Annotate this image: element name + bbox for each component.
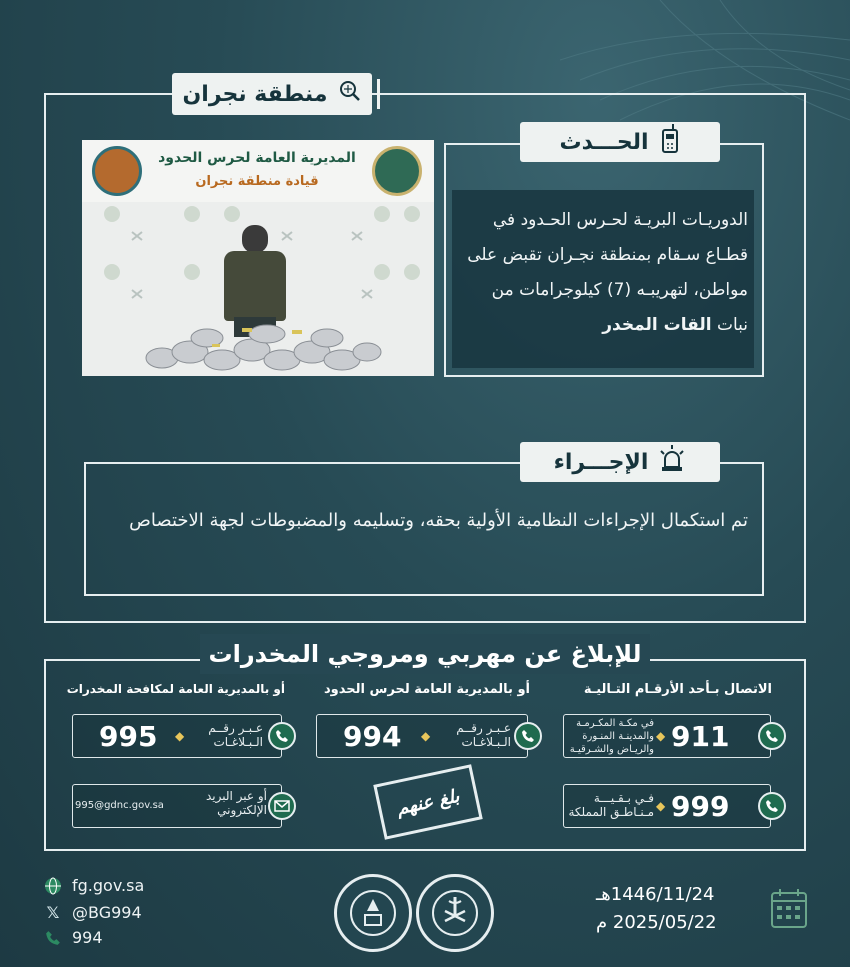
hotline-999[interactable] bbox=[563, 784, 771, 828]
footer-phone[interactable] bbox=[44, 928, 103, 947]
siren-icon bbox=[658, 445, 686, 479]
hotline-995[interactable] bbox=[72, 714, 282, 758]
phone-icon bbox=[758, 722, 786, 750]
col1-heading: الاتصال بـأحد الأرقـام التـاليـة bbox=[583, 682, 772, 697]
report-title: للإبلاغ عن مهربي ومروجي المخدرات bbox=[200, 634, 650, 674]
website-text: fg.gov.sa bbox=[72, 876, 145, 895]
phone-icon bbox=[758, 792, 786, 820]
event-body-bold: القات المخدر bbox=[602, 315, 712, 335]
event-title: الحـــدث bbox=[559, 129, 649, 155]
footer-twitter[interactable] bbox=[44, 903, 142, 922]
region-title: منطقة نجران bbox=[182, 81, 328, 107]
col2-heading: أو بالمديرية العامة لحرس الحدود bbox=[324, 682, 530, 697]
email-contact[interactable] bbox=[72, 784, 282, 828]
hotline-994-label: عـبـر رقــم الـبـلاغـات bbox=[456, 721, 511, 749]
border-guard-logo bbox=[92, 146, 142, 196]
hotline-911[interactable] bbox=[563, 714, 771, 758]
arrow-icon: ◆ bbox=[421, 729, 431, 743]
photo-banner bbox=[82, 140, 434, 202]
walkie-talkie-icon bbox=[659, 124, 681, 160]
action-tag bbox=[520, 442, 720, 482]
event-tag bbox=[520, 122, 720, 162]
action-title: الإجـــراء bbox=[553, 449, 649, 475]
twitter-text: @BG994 bbox=[72, 903, 142, 922]
report-stamp-text: بلغ عنهم bbox=[394, 785, 462, 819]
news-photo bbox=[82, 140, 434, 376]
globe-icon bbox=[44, 877, 62, 895]
photo-banner-line1: المديرية العامة لحرس الحدود bbox=[158, 150, 356, 166]
x-logo-icon: 𝕏 bbox=[46, 903, 60, 922]
arrow-icon: ◆ bbox=[656, 729, 666, 743]
phone-icon bbox=[514, 722, 542, 750]
hotline-995-number: 995 bbox=[99, 720, 158, 753]
hotline-999-label: فـي بـقـيـــة مـنـاطـق المملكة bbox=[568, 791, 654, 819]
hotline-994-number: 994 bbox=[343, 720, 402, 753]
date-gregorian: 2025/05/22 م bbox=[596, 912, 717, 933]
search-region-icon bbox=[338, 79, 362, 109]
date-hijri: 1446/11/24هـ bbox=[596, 884, 715, 905]
seized-bags bbox=[142, 320, 382, 376]
suspect-figure bbox=[220, 225, 290, 335]
photo-banner-line2: قيادة منطقة نجران bbox=[195, 174, 319, 189]
region-tag bbox=[172, 73, 372, 115]
footer-website[interactable] bbox=[44, 876, 144, 895]
arrow-icon: ◆ bbox=[175, 729, 185, 743]
anti-narcotics-emblem bbox=[334, 874, 412, 952]
email-label: أو عبر البريد الإلكتروني bbox=[205, 789, 267, 817]
event-body bbox=[456, 203, 748, 343]
hotline-999-number: 999 bbox=[671, 790, 730, 823]
calendar-icon bbox=[770, 887, 808, 933]
border-guard-emblem bbox=[416, 874, 494, 952]
hotline-995-label: عـبـر رقــم الـبـلاغـات bbox=[208, 721, 263, 749]
arrow-icon: ◆ bbox=[656, 799, 666, 813]
hotline-911-number: 911 bbox=[671, 720, 730, 753]
phone-icon bbox=[268, 722, 296, 750]
email-address: 995@gdnc.gov.sa bbox=[75, 800, 164, 811]
hotline-994[interactable] bbox=[316, 714, 528, 758]
phone-text: 994 bbox=[72, 928, 103, 947]
action-body: تم استكمال الإجراءات النظامية الأولية بحقه، وتسليمه والمضبوطات لجهة الاختصاص bbox=[129, 510, 748, 531]
col3-heading: أو بالمديرية العامة لمكافحة المخدرات bbox=[66, 682, 285, 696]
phone-icon bbox=[44, 929, 62, 947]
hotline-911-label: في مكـة المكـرمـة والمدينـة المنـورة والريـاض والشـرقيـة bbox=[569, 718, 654, 755]
mail-icon bbox=[268, 792, 296, 820]
event-body-text: الدوريـات البريـة لحـرس الحـدود في قطـاع سـقام بمنطقة نجـران تقبض على مواطن، لتهريبـه (7) كيلوجرامات من نبات bbox=[467, 210, 748, 335]
saudi-emblem-logo bbox=[372, 146, 422, 196]
